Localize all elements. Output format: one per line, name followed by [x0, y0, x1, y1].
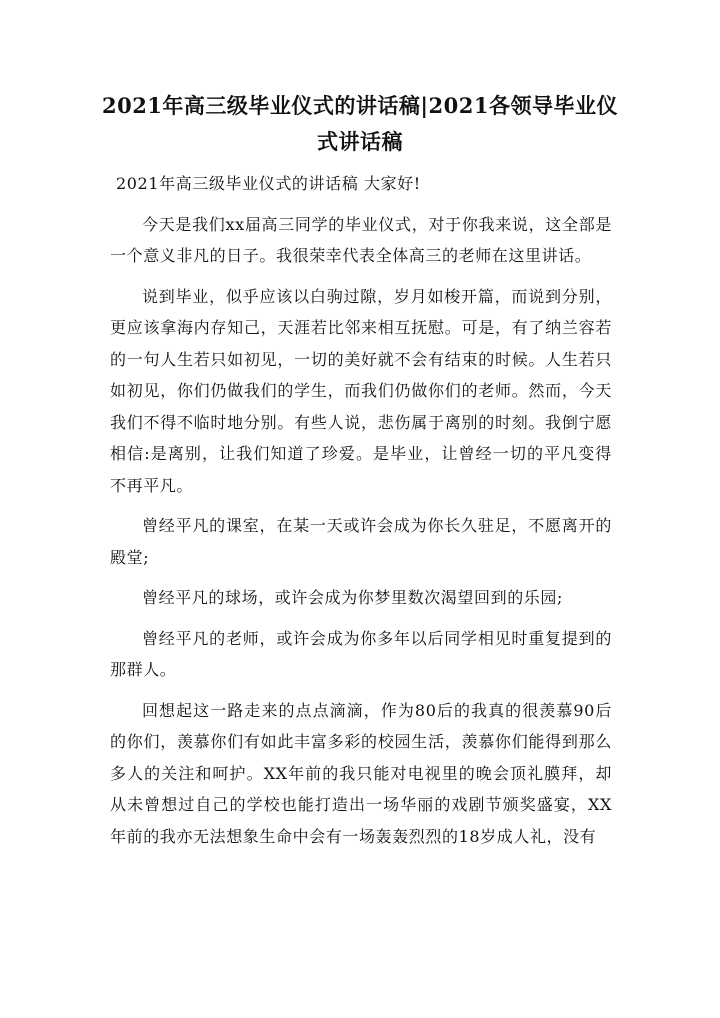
paragraph-farewell: 说到毕业，似乎应该以白驹过隙，岁月如梭开篇，而说到分别，更应该拿海内存知己，天涯若比邻来相互抚慰。可是，有了纳兰容若的一句人生若只如初见，一切的美好就不会有结束的时候。人生若只如初见，你们仍做我们的学生，而我们仍做你们的老师。然而，今天我们不得不临时地分别。有些人说，悲伤属于离别的时刻。我倒宁愿相信:是离别，让我们知道了珍爱。是毕业，让曾经一切的平凡变得不再平凡。	[110, 286, 612, 495]
document-title: 2021年高三级毕业仪式的讲话稿|2021各领导毕业仪式讲话稿	[101, 93, 619, 154]
paragraph-intro: 今天是我们xx届高三同学的毕业仪式，对于你我来说，这全部是一个意义非凡的日子。我很荣幸代表全体高三的老师在这里讲话。	[110, 214, 612, 265]
document-body	[110, 168, 612, 861]
paragraph-memories: 回想起这一路走来的点点滴滴，作为80后的我真的很羡慕90后的你们，羡慕你们有如此丰富多彩的校园生活，羡慕你们能得到那么多人的关注和呵护。XX年前的我只能对电视里的晚会顶礼膜拜，却从未曾想过自己的学校也能打造出一场华丽的戏剧节颁奖盛宴，XX年前的我亦无法想象生命中会有一场轰轰烈烈的18岁成人礼，没有	[110, 700, 612, 846]
paragraph-classroom: 曾经平凡的课室，在某一天或许会成为你长久驻足，不愿离开的殿堂;	[110, 516, 612, 567]
paragraph-playground: 曾经平凡的球场，或许会成为你梦里数次渴望回到的乐园;	[142, 588, 563, 607]
paragraph-greeting: 2021年高三级毕业仪式的讲话稿 大家好!	[116, 174, 421, 193]
paragraph-teachers: 曾经平凡的老师，或许会成为你多年以后同学相见时重复提到的那群人。	[110, 628, 612, 679]
